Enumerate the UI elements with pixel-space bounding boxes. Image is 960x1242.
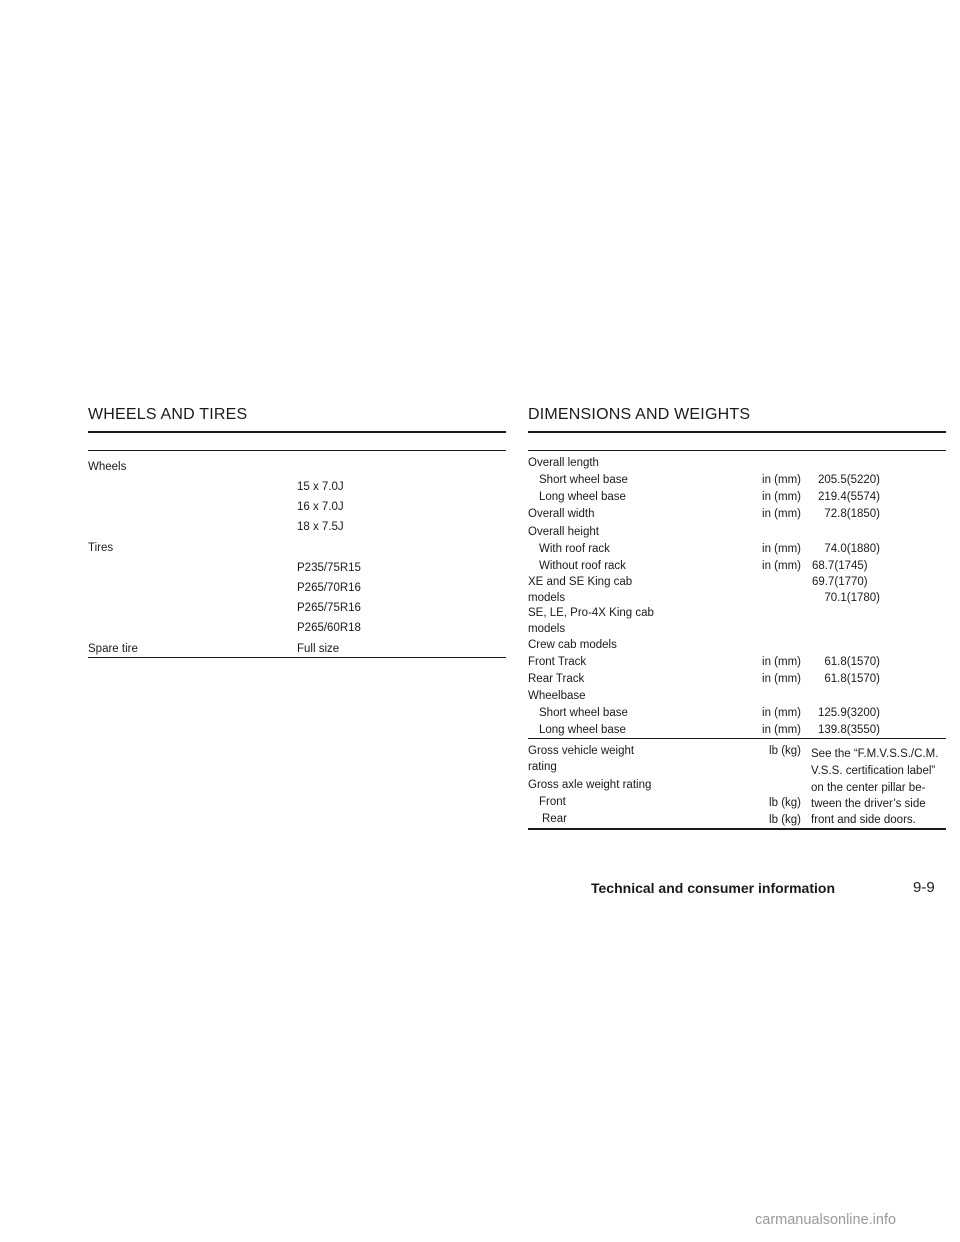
wheels-label: Wheels	[88, 461, 127, 473]
dim-label: SE, LE, Pro-4X King cab	[528, 607, 654, 619]
section-rule	[88, 431, 506, 433]
dim-label: Without roof rack	[539, 560, 626, 572]
dim-unit: in (mm)	[762, 474, 801, 486]
dim-unit: in (mm)	[762, 560, 801, 572]
dim-label: Overall length	[528, 457, 599, 469]
dim-label: Overall height	[528, 526, 599, 538]
dim-label: Long wheel base	[539, 491, 626, 503]
weight-label: Gross axle weight rating	[528, 779, 652, 791]
tire-size: P265/70R16	[297, 582, 361, 594]
weights-note-line: front and side doors.	[811, 814, 916, 826]
dim-label: Short wheel base	[539, 707, 628, 719]
dim-unit: in (mm)	[762, 724, 801, 736]
dim-unit: in (mm)	[762, 707, 801, 719]
dim-value: 219.4(5574)	[817, 491, 880, 503]
dim-unit: in (mm)	[762, 673, 801, 685]
weight-label: rating	[528, 761, 557, 773]
dim-label: models	[528, 592, 566, 604]
tire-size: P265/60R18	[297, 622, 361, 634]
tire-size: P235/75R15	[297, 562, 361, 574]
dim-value: 61.8(1570)	[824, 656, 880, 668]
wheels-tires-heading: WHEELS AND TIRES	[88, 406, 248, 423]
table-bottom-rule	[88, 657, 506, 658]
weight-label: Rear	[542, 813, 567, 825]
weight-unit: lb (kg)	[769, 797, 801, 809]
tires-label: Tires	[88, 542, 114, 554]
dim-label: Front Track	[528, 656, 587, 668]
weights-note-line: tween the driver’s side	[811, 798, 926, 810]
table-top-rule	[88, 450, 506, 451]
watermark: carmanualsonline.info	[755, 1212, 897, 1228]
dim-label: Wheelbase	[528, 690, 586, 702]
spare-tire-label: Spare tire	[88, 643, 138, 655]
weights-note-line: See the “F.M.V.S.S./C.M.	[811, 748, 939, 760]
page-number: 9-9	[913, 879, 935, 896]
weight-unit: lb (kg)	[769, 814, 801, 826]
weight-unit: lb (kg)	[769, 745, 801, 757]
wheel-size: 15 x 7.0J	[297, 481, 344, 493]
weights-note-line: on the center pillar be-	[811, 782, 926, 794]
tire-size: P265/75R16	[297, 602, 361, 614]
dim-unit: in (mm)	[762, 543, 801, 555]
dim-value: 139.8(3550)	[817, 724, 880, 736]
dimensions-heading: DIMENSIONS AND WEIGHTS	[528, 406, 751, 423]
dim-value: 69.7(1770)	[812, 576, 868, 588]
dim-label: XE and SE King cab	[528, 576, 633, 588]
table-bottom-rule	[528, 828, 946, 830]
dim-unit: in (mm)	[762, 491, 801, 503]
dim-value: 70.1(1780)	[824, 592, 880, 604]
dim-label: Long wheel base	[539, 724, 626, 736]
section-rule	[528, 431, 946, 433]
dim-value: 125.9(3200)	[817, 707, 880, 719]
dim-label: models	[528, 623, 566, 635]
dim-unit: in (mm)	[762, 656, 801, 668]
dim-value: 68.7(1745)	[812, 560, 868, 572]
footer-section-title: Technical and consumer information	[591, 880, 836, 896]
weight-label: Front	[539, 796, 566, 808]
dim-value: 61.8(1570)	[824, 673, 880, 685]
dim-label: Rear Track	[528, 673, 585, 685]
dim-value: 72.8(1850)	[824, 508, 880, 520]
spare-tire-value: Full size	[297, 643, 340, 655]
dim-unit: in (mm)	[762, 508, 801, 520]
dimensions-divider-rule	[528, 738, 946, 739]
weight-label: Gross vehicle weight	[528, 745, 635, 757]
dim-value: 74.0(1880)	[824, 543, 880, 555]
dim-value: 205.5(5220)	[817, 474, 880, 486]
wheel-size: 18 x 7.5J	[297, 521, 344, 533]
dim-label: Short wheel base	[539, 474, 628, 486]
dim-label: Crew cab models	[528, 639, 617, 651]
table-top-rule	[528, 450, 946, 451]
weights-note-line: V.S.S. certification label”	[811, 765, 936, 777]
dim-label: With roof rack	[539, 543, 610, 555]
dim-label: Overall width	[528, 508, 595, 520]
wheel-size: 16 x 7.0J	[297, 501, 344, 513]
